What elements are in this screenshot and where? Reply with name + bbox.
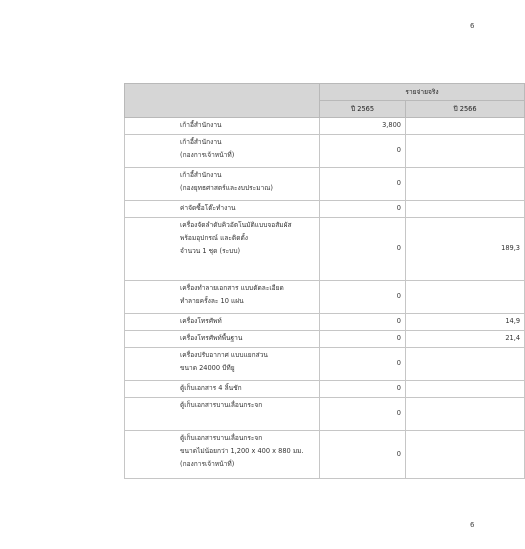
value-2566-cell — [406, 201, 525, 218]
table-row — [125, 201, 525, 218]
expense-table — [124, 83, 525, 479]
value-2566-cell: 14,9 — [406, 314, 525, 331]
value-2566-cell — [406, 431, 525, 479]
table-row — [125, 381, 525, 398]
table-row — [125, 331, 525, 348]
table-row — [125, 431, 525, 479]
value-2566-cell: 189,3 — [406, 218, 525, 281]
item-line: (กองการเจ้าหน้าที่) — [180, 151, 235, 159]
value-2565-cell: 0 — [320, 381, 406, 398]
value-2565-cell: 0 — [320, 331, 406, 348]
item-line: เครื่องโทรศัพท์พื้นฐาน — [180, 334, 243, 342]
item-line: ตู้เก็บเอกสารบานเลื่อนกระจก — [180, 434, 263, 442]
item-line: ตู้เก็บเอกสารบานเลื่อนกระจก — [180, 401, 263, 409]
item-line: เก้าอี้สำนักงาน — [180, 138, 222, 146]
value-2565-cell: 0 — [320, 314, 406, 331]
actual-expense-header: รายจ่ายจริง — [320, 84, 525, 101]
item-cell — [125, 348, 320, 381]
table-row — [125, 135, 525, 168]
item-cell — [125, 381, 320, 398]
table-row — [125, 398, 525, 431]
value-2565-cell: 0 — [320, 348, 406, 381]
value-2566-cell — [406, 281, 525, 314]
table-row — [125, 168, 525, 201]
value-2565-cell: 0 — [320, 201, 406, 218]
page-number-top: 6 — [470, 22, 475, 30]
item-line: ขนาดไม่น้อยกว่า 1,200 x 400 x 880 มม. — [180, 447, 304, 455]
item-line: จำนวน 1 ชุด (ระบบ) — [180, 247, 241, 255]
item-line: (กองการเจ้าหน้าที่) — [180, 460, 235, 468]
value-2565-cell: 0 — [320, 135, 406, 168]
item-line: ขนาด 24000 บีทียู — [180, 364, 235, 372]
value-2566-cell: 21,4 — [406, 331, 525, 348]
item-line: เครื่องทำลายเอกสาร แบบตัดละเอียด — [180, 284, 284, 292]
value-2566-cell — [406, 398, 525, 431]
item-line: ตู้เก็บเอกสาร 4 ลิ้นชัก — [180, 384, 242, 392]
table-row — [125, 314, 525, 331]
item-cell — [125, 118, 320, 135]
year-2565-header: ปี 2565 — [320, 101, 406, 118]
item-cell — [125, 201, 320, 218]
value-2566-cell — [406, 135, 525, 168]
item-line: ทำลายครั้งละ 10 แผ่น — [180, 297, 244, 305]
item-line: เก้าอี้สำนักงาน — [180, 171, 222, 179]
table-row — [125, 281, 525, 314]
item-line: เครื่องปรับอากาศ แบบแยกส่วน — [180, 351, 268, 359]
value-2566-cell — [406, 348, 525, 381]
item-line: เครื่องจัดลำดับคิวอัตโนมัติแบบจอสัมผัส — [180, 221, 292, 229]
item-line: (กองยุทธศาสตร์และงบประมาณ) — [180, 184, 273, 192]
value-2566-cell — [406, 118, 525, 135]
item-cell — [125, 168, 320, 201]
value-2566-cell — [406, 168, 525, 201]
item-cell — [125, 314, 320, 331]
item-cell — [125, 331, 320, 348]
item-line: ค่าจัดซื้อโต๊ะทำงาน — [180, 204, 236, 212]
item-line: เก้าอี้สำนักงาน — [180, 121, 222, 129]
item-cell — [125, 218, 320, 281]
table-row — [125, 218, 525, 281]
item-cell — [125, 398, 320, 431]
item-line: เครื่องโทรศัพท์ — [180, 317, 222, 325]
item-line: พร้อมอุปกรณ์ และติดตั้ง — [180, 234, 248, 242]
expense-table-container — [124, 83, 524, 479]
value-2566-cell — [406, 381, 525, 398]
item-cell — [125, 135, 320, 168]
item-column-header — [125, 84, 320, 118]
value-2565-cell: 3,800 — [320, 118, 406, 135]
value-2565-cell: 0 — [320, 218, 406, 281]
item-cell — [125, 281, 320, 314]
table-row — [125, 348, 525, 381]
value-2565-cell: 0 — [320, 281, 406, 314]
year-2566-header: ปี 2566 — [406, 101, 525, 118]
item-cell — [125, 431, 320, 479]
value-2565-cell: 0 — [320, 168, 406, 201]
value-2565-cell: 0 — [320, 431, 406, 479]
page-number-bottom: 6 — [470, 521, 475, 529]
value-2565-cell: 0 — [320, 398, 406, 431]
table-row — [125, 118, 525, 135]
